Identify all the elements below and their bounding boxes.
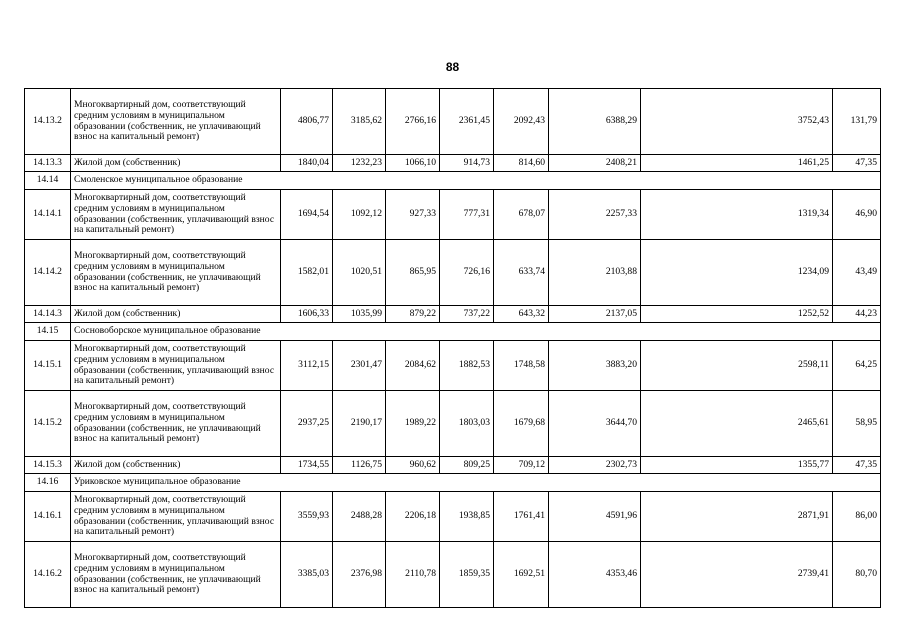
value-cell: 1938,85 bbox=[440, 492, 494, 542]
table-row bbox=[25, 341, 881, 391]
value-cell: 1859,35 bbox=[440, 542, 494, 608]
page-number: 88 bbox=[445, 60, 460, 74]
value-cell: 2766,16 bbox=[386, 89, 440, 155]
section-title: Смоленское муниципальное образование bbox=[71, 172, 881, 190]
row-code: 14.15.3 bbox=[25, 457, 71, 474]
value-cell: 3112,15 bbox=[281, 341, 333, 391]
value-cell: 927,33 bbox=[386, 190, 440, 240]
value-cell: 709,12 bbox=[494, 457, 549, 474]
value-cell: 1066,10 bbox=[386, 155, 440, 172]
value-cell: 1234,09 bbox=[641, 240, 833, 306]
value-cell: 2871,91 bbox=[641, 492, 833, 542]
value-cell: 3185,62 bbox=[333, 89, 386, 155]
value-cell: 46,90 bbox=[833, 190, 881, 240]
value-cell: 1020,51 bbox=[333, 240, 386, 306]
row-description: Жилой дом (собственник) bbox=[71, 457, 281, 474]
value-cell: 1761,41 bbox=[494, 492, 549, 542]
value-cell: 1582,01 bbox=[281, 240, 333, 306]
table-row bbox=[25, 240, 881, 306]
table-row bbox=[25, 391, 881, 457]
table-row bbox=[25, 155, 881, 172]
value-cell: 86,00 bbox=[833, 492, 881, 542]
value-cell: 4591,96 bbox=[549, 492, 641, 542]
section-code: 14.14 bbox=[25, 172, 71, 190]
value-cell: 1692,51 bbox=[494, 542, 549, 608]
value-cell: 1734,55 bbox=[281, 457, 333, 474]
value-cell: 777,31 bbox=[440, 190, 494, 240]
value-cell: 809,25 bbox=[440, 457, 494, 474]
value-cell: 726,16 bbox=[440, 240, 494, 306]
row-code: 14.16.1 bbox=[25, 492, 71, 542]
value-cell: 3644,70 bbox=[549, 391, 641, 457]
value-cell: 1882,53 bbox=[440, 341, 494, 391]
value-cell: 2103,88 bbox=[549, 240, 641, 306]
value-cell: 2408,21 bbox=[549, 155, 641, 172]
value-cell: 80,70 bbox=[833, 542, 881, 608]
value-cell: 2302,73 bbox=[549, 457, 641, 474]
value-cell: 1461,25 bbox=[641, 155, 833, 172]
row-code: 14.14.3 bbox=[25, 306, 71, 323]
value-cell: 3752,43 bbox=[641, 89, 833, 155]
value-cell: 2137,05 bbox=[549, 306, 641, 323]
row-code: 14.16.2 bbox=[25, 542, 71, 608]
value-cell: 64,25 bbox=[833, 341, 881, 391]
value-cell: 1319,34 bbox=[641, 190, 833, 240]
row-description: Многоквартирный дом, соответствующий средним условиям в муниципальном образовании (собственник, не уплачивающий взнос на капитальный ремонт) bbox=[71, 89, 281, 155]
value-cell: 6388,29 bbox=[549, 89, 641, 155]
row-description: Многоквартирный дом, соответствующий средним условиям в муниципальном образовании (собственник, уплачивающий взнос на капитальный ремонт) bbox=[71, 190, 281, 240]
value-cell: 3883,20 bbox=[549, 341, 641, 391]
value-cell: 1355,77 bbox=[641, 457, 833, 474]
tariff-table bbox=[24, 88, 881, 608]
value-cell: 3385,03 bbox=[281, 542, 333, 608]
section-code: 14.15 bbox=[25, 323, 71, 341]
value-cell: 879,22 bbox=[386, 306, 440, 323]
row-description: Многоквартирный дом, соответствующий средним условиям в муниципальном образовании (собственник, не уплачивающий взнос на капитальный ремонт) bbox=[71, 240, 281, 306]
value-cell: 2465,61 bbox=[641, 391, 833, 457]
row-description: Многоквартирный дом, соответствующий средним условиям в муниципальном образовании (собственник, не уплачивающий взнос на капитальный ремонт) bbox=[71, 391, 281, 457]
value-cell: 2257,33 bbox=[549, 190, 641, 240]
row-description: Жилой дом (собственник) bbox=[71, 155, 281, 172]
value-cell: 2598,11 bbox=[641, 341, 833, 391]
table-row bbox=[25, 190, 881, 240]
section-row bbox=[25, 323, 881, 341]
value-cell: 1035,99 bbox=[333, 306, 386, 323]
value-cell: 914,73 bbox=[440, 155, 494, 172]
value-cell: 2190,17 bbox=[333, 391, 386, 457]
value-cell: 44,23 bbox=[833, 306, 881, 323]
table-row bbox=[25, 542, 881, 608]
value-cell: 1606,33 bbox=[281, 306, 333, 323]
value-cell: 2110,78 bbox=[386, 542, 440, 608]
value-cell: 814,60 bbox=[494, 155, 549, 172]
value-cell: 2092,43 bbox=[494, 89, 549, 155]
value-cell: 47,35 bbox=[833, 155, 881, 172]
row-code: 14.15.1 bbox=[25, 341, 71, 391]
value-cell: 1092,12 bbox=[333, 190, 386, 240]
value-cell: 1232,23 bbox=[333, 155, 386, 172]
value-cell: 2376,98 bbox=[333, 542, 386, 608]
row-code: 14.14.1 bbox=[25, 190, 71, 240]
value-cell: 960,62 bbox=[386, 457, 440, 474]
value-cell: 2206,18 bbox=[386, 492, 440, 542]
table-row bbox=[25, 457, 881, 474]
value-cell: 2937,25 bbox=[281, 391, 333, 457]
section-title: Сосновоборское муниципальное образование bbox=[71, 323, 881, 341]
value-cell: 2084,62 bbox=[386, 341, 440, 391]
value-cell: 1989,22 bbox=[386, 391, 440, 457]
value-cell: 47,35 bbox=[833, 457, 881, 474]
value-cell: 2301,47 bbox=[333, 341, 386, 391]
table-row bbox=[25, 306, 881, 323]
value-cell: 643,32 bbox=[494, 306, 549, 323]
value-cell: 4806,77 bbox=[281, 89, 333, 155]
value-cell: 43,49 bbox=[833, 240, 881, 306]
value-cell: 2361,45 bbox=[440, 89, 494, 155]
value-cell: 1126,75 bbox=[333, 457, 386, 474]
section-title: Уриковское муниципальное образование bbox=[71, 474, 881, 492]
value-cell: 3559,93 bbox=[281, 492, 333, 542]
section-row bbox=[25, 474, 881, 492]
value-cell: 1679,68 bbox=[494, 391, 549, 457]
row-code: 14.15.2 bbox=[25, 391, 71, 457]
value-cell: 2739,41 bbox=[641, 542, 833, 608]
value-cell: 4353,46 bbox=[549, 542, 641, 608]
row-description: Многоквартирный дом, соответствующий средним условиям в муниципальном образовании (собственник, не уплачивающий взнос на капитальный ремонт) bbox=[71, 542, 281, 608]
section-code: 14.16 bbox=[25, 474, 71, 492]
table-body bbox=[25, 89, 881, 608]
value-cell: 58,95 bbox=[833, 391, 881, 457]
value-cell: 633,74 bbox=[494, 240, 549, 306]
row-description: Многоквартирный дом, соответствующий средним условиям в муниципальном образовании (собственник, уплачивающий взнос на капитальный ремонт) bbox=[71, 341, 281, 391]
value-cell: 2488,28 bbox=[333, 492, 386, 542]
table-row bbox=[25, 492, 881, 542]
value-cell: 865,95 bbox=[386, 240, 440, 306]
row-code: 14.13.3 bbox=[25, 155, 71, 172]
value-cell: 1694,54 bbox=[281, 190, 333, 240]
value-cell: 1748,58 bbox=[494, 341, 549, 391]
table-row bbox=[25, 89, 881, 155]
value-cell: 1252,52 bbox=[641, 306, 833, 323]
row-code: 14.14.2 bbox=[25, 240, 71, 306]
value-cell: 678,07 bbox=[494, 190, 549, 240]
row-description: Многоквартирный дом, соответствующий средним условиям в муниципальном образовании (собственник, уплачивающий взнос на капитальный ремонт) bbox=[71, 492, 281, 542]
value-cell: 131,79 bbox=[833, 89, 881, 155]
row-description: Жилой дом (собственник) bbox=[71, 306, 281, 323]
value-cell: 1803,03 bbox=[440, 391, 494, 457]
value-cell: 737,22 bbox=[440, 306, 494, 323]
section-row bbox=[25, 172, 881, 190]
row-code: 14.13.2 bbox=[25, 89, 71, 155]
value-cell: 1840,04 bbox=[281, 155, 333, 172]
